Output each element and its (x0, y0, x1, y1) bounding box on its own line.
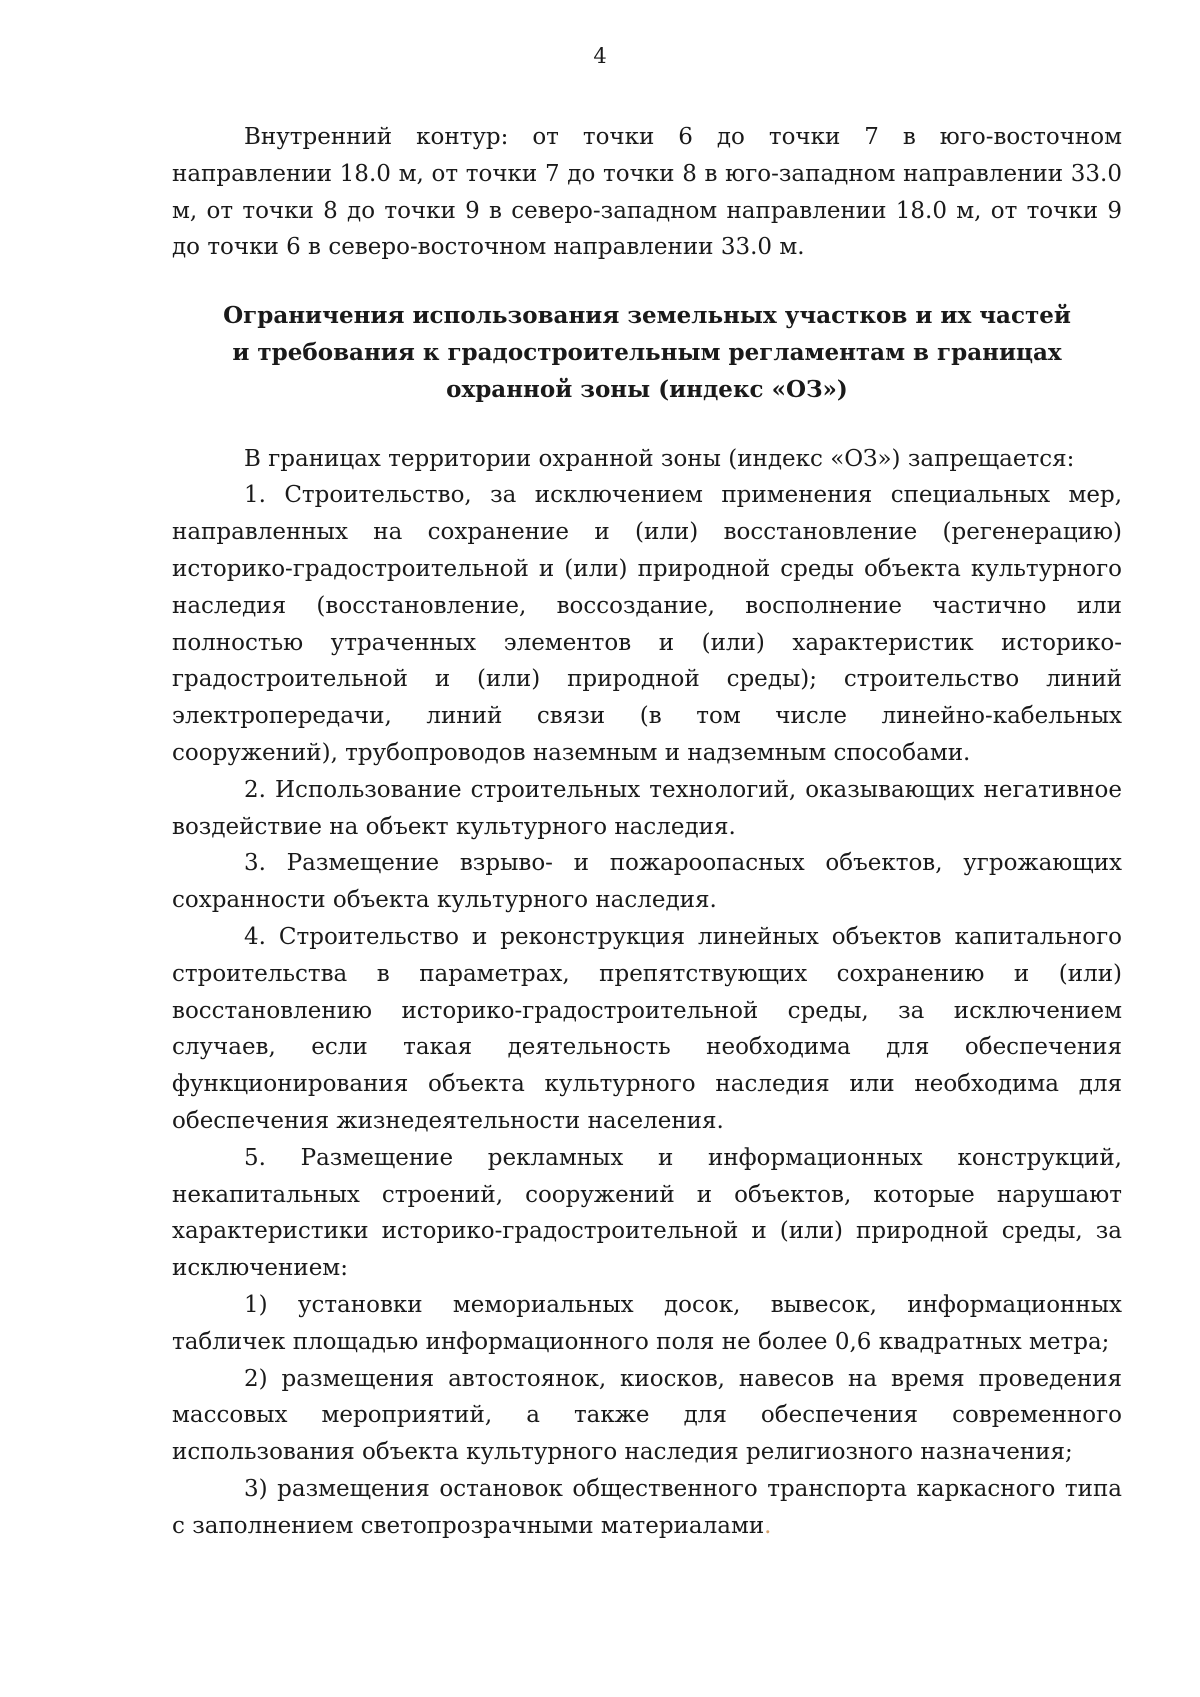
sub-item-2: 2) размещения автостоянок, киосков, навесов на время проведения массовых мероприятий, а также для обеспечения современного использования объекта культурного наследия религиозного назначения; (172, 1365, 1122, 1466)
sub-item-1: 1) установки мемориальных досок, вывесок, информационных табличек площадью информационного поля не более 0,6 квадратных метра; (172, 1291, 1122, 1355)
heading-line-3: охранной зоны (индекс «ОЗ») (446, 375, 848, 403)
heading-line-2: и требования к градостроительным регламентам в границах (232, 338, 1062, 366)
page-number: 4 (593, 44, 607, 68)
section-heading (172, 298, 1122, 408)
sub-item-3 (172, 1471, 1122, 1545)
list-item-3: 3. Размещение взрыво- и пожароопасных объектов, угрожающих сохранности объекта культурного наследия. (172, 850, 1122, 914)
contour-paragraph: Внутренний контур: от точки 6 до точки 7 в юго-восточном направлении 18.0 м, от точки 7 до точки 8 в юго-западном направлении 33.0 м, от точки 8 до точки 9 в северо-западном направлении 18.0 м, от точки 9 до точки 6 в северо-восточном направлении 33.0 м. (172, 124, 1122, 261)
heading-line-1: Ограничения использования земельных участков и их частей (223, 302, 1071, 330)
sub-item-3-text: 3) размещения остановок общественного транспорта каркасного типа с заполнением светопрозрачными материалами (172, 1475, 1122, 1539)
list-item-2: 2. Использование строительных технологий, оказывающих негативное воздействие на объект культурного наследия. (172, 776, 1122, 840)
final-period: . (764, 1512, 772, 1539)
list-item-1: 1. Строительство, за исключением применения специальных мер, направленных на сохранение и (или) восстановление (регенерацию) историко-градостроительной и (или) природной среды объекта культурного наследия (восстановление, воссоздание, восполнение частично или полностью утраченных элементов и (или) характеристик историко- градостроительной и (или) природной среды); строительство линий электропередачи, линий связи (в том числе линейно-кабельных сооружений), трубопроводов наземным и надземным способами. (172, 482, 1122, 766)
list-item-5: 5. Размещение рекламных и информационных конструкций, некапитальных строений, сооружений и объектов, которые нарушают характеристики историко-градостроительной и (или) природной среды, за исключением: (172, 1144, 1122, 1282)
intro-paragraph: В границах территории охранной зоны (индекс «ОЗ») запрещается: (244, 445, 1075, 472)
document-body (172, 119, 1122, 1544)
list-item-4: 4. Строительство и реконструкция линейных объектов капитального строительства в параметрах, препятствующих сохранению и (или) восстановлению историко-градостроительной среды, за исключением случаев, если такая деятельность необходима для обеспечения функционирования объекта культурного наследия или необходима для обеспечения жизнедеятельности населения. (172, 923, 1122, 1134)
